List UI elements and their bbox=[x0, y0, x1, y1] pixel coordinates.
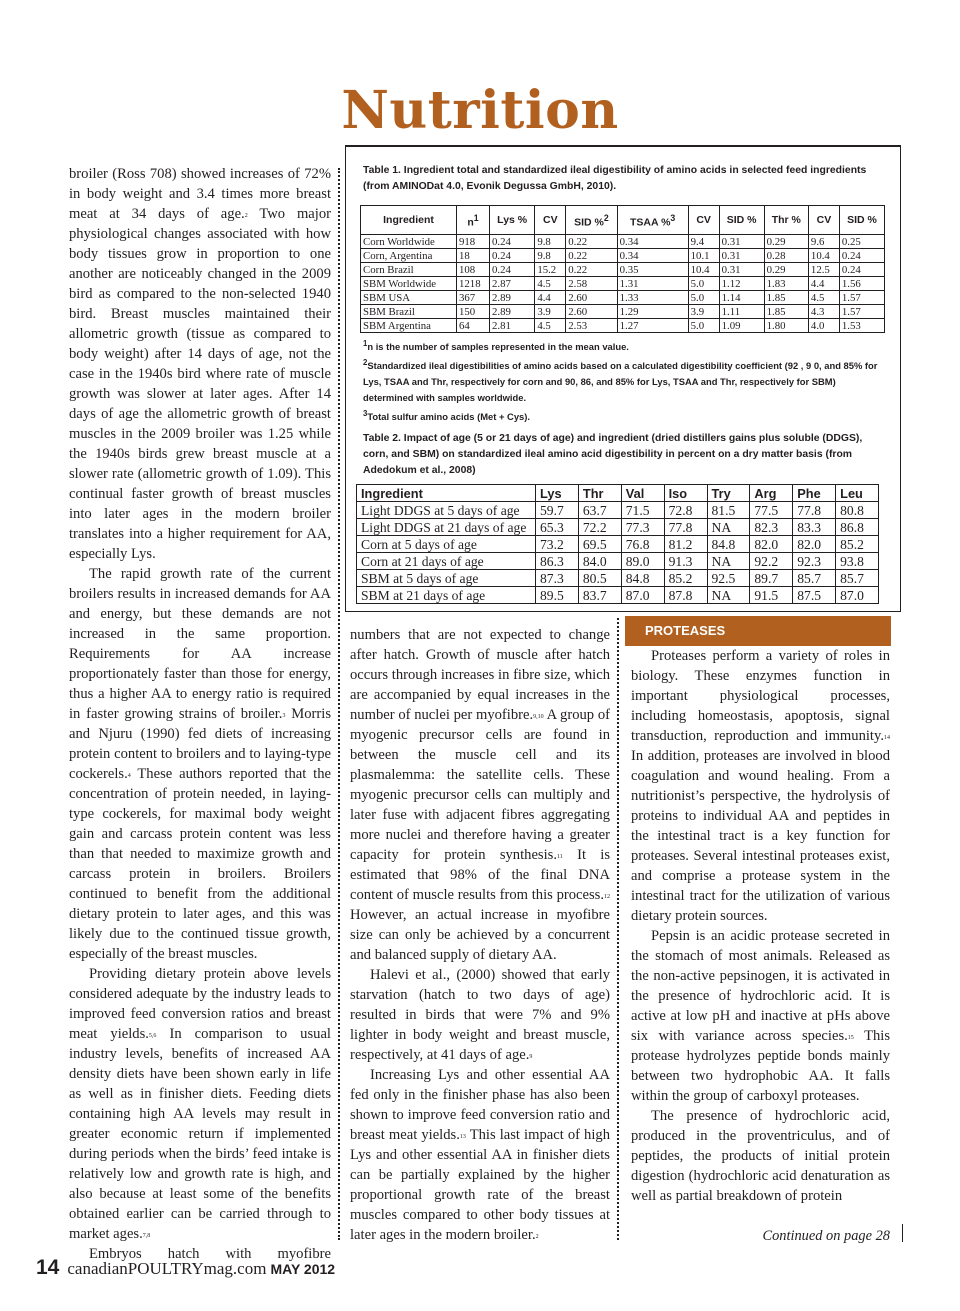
table1-footnote: $^1$n is the number of samples represented in the mean value. bbox=[363, 339, 629, 353]
col2-paragraph: Halevi et al., (2000) showed that early starvation (hatch to two days of age) resulted in birds that were 7% and 9% lighter in body weight and breast muscle, respectively, at 41 days of age.$^9$ bbox=[350, 967, 610, 1063]
col3-paragraph: Pepsin is an acidic protease secreted in the stomach of most animals. Released as the non-active pepsinogen, it is activated in the presence of hydrochloric acid. It is active at low pH and inactive at pHs above six with variance across species.$^{15}$ This protease hydrolyzes peptide bonds mainly between two hydrophobic AA. It falls within the group of carboxyl proteases. bbox=[631, 928, 891, 1104]
table1 bbox=[360, 205, 885, 333]
table1-header-cell: CV bbox=[535, 206, 566, 235]
page-footer bbox=[36, 1256, 335, 1280]
section-masthead: Nutrition bbox=[341, 80, 619, 141]
table-row: Corn Brazil 108 0.24 15.2 0.22 0.35 10.4 0.31 0.29 12.5 0.24 bbox=[361, 263, 885, 277]
table2 bbox=[356, 484, 879, 604]
col1-paragraph: Providing dietary protein above levels considered adequate by the industry leads to improved feed conversion ratios and breast meat yields.$^{5,6}$ In comparison to usual industry levels, benefits of increased AA density diets have been shown early in life as well as in finisher diets. Feeding diets containing high AA levels may result in greater economic return if implemented during periods when the birds’ feed intake is relatively low and growth rate is high, and also because at least some of the benefits obtained earlier can be carried through to market ages.$^{7,8}$ bbox=[69, 966, 331, 1242]
table1-header-cell: SID % bbox=[719, 206, 764, 235]
column-divider bbox=[338, 168, 342, 1240]
table1-header-cell: Lys % bbox=[490, 206, 535, 235]
column-divider bbox=[617, 618, 621, 1240]
table2-header-cell: Try bbox=[707, 485, 750, 502]
table-row: SBM Argentina 64 2.81 4.5 2.53 1.27 5.0 1.09 1.80 4.0 1.53 bbox=[361, 319, 885, 333]
table1-header-cell: $n^1$ bbox=[457, 206, 490, 235]
table1-header-cell: Ingredient bbox=[361, 206, 457, 235]
column-end-rule bbox=[902, 1224, 903, 1242]
col2-paragraph: Increasing Lys and other essential AA fed only in the finisher phase has also been shown to improve feed conversion ratio and breast meat yields.$^{13}$ This last impact of high Lys and other essential AA in finisher diets can be partially explained by the higher proportional growth rate of the breast muscles compared to other body tissues at later ages in the modern broiler.$^2$ bbox=[350, 1067, 611, 1243]
table2-header-cell: Lys bbox=[536, 485, 579, 502]
table-row: SBM at 5 days of age 87.3 80.5 84.8 85.2 92.5 89.7 85.7 85.7 bbox=[357, 570, 879, 587]
table1-footnote: $^2$Standardized ileal digestibilities of amino acids based on a calculated digestibility coefficient (92 , 9 0, and 85% for Lys, TSAA and Thr, respectively for corn and 90, 86, and 85% for Lys, TSAA and Thr, respectively for SBM) determined with samples worldwide. bbox=[363, 358, 878, 404]
page-number: 14 bbox=[36, 1256, 60, 1279]
col1-paragraph: broiler (Ross 708) showed increases of 72% in body weight and 3.4 times more breast meat at 34 days of age.$^2$ Two major physiological changes associated with how body tissues grow in proportion to one another are noticeably changed in the 2009 bird as compared to the non-selected 1940 bird. Breast muscles maintained their allometric growth (tissue as compared to body weight) after 14 days of age, not the case in the 1940s bird where rate of muscle growth was slower at later ages. After 14 days of age the allometric growth of breast muscles in the 2009 broiler was 1.25 while the 1940s birds grew breast muscle at a slower rate (allometric growth of 1.09). This continual faster growth of breast muscles into later ages in the modern broiler translates into a higher requirement for AA, especially Lys. bbox=[69, 166, 331, 562]
continued-note: Continued on page 28 bbox=[762, 1228, 890, 1244]
issue-date: MAY 2012 bbox=[270, 1261, 336, 1277]
table1-header-cell: CV bbox=[688, 206, 719, 235]
table-row: SBM Worldwide 1218 2.87 4.5 2.58 1.31 5.0 1.12 1.83 4.4 1.56 bbox=[361, 277, 885, 291]
table2-header-cell: Thr bbox=[578, 485, 621, 502]
table2-header-cell: Val bbox=[621, 485, 664, 502]
table2-header-cell: Phe bbox=[793, 485, 836, 502]
column-1 bbox=[69, 164, 331, 1264]
table1-footnote: $^3$Total sulfur amino acids (Met + Cys). bbox=[363, 409, 530, 423]
table1-footnotes bbox=[363, 336, 883, 425]
table2-header-cell: Arg bbox=[750, 485, 793, 502]
table2-header-row bbox=[357, 485, 879, 502]
column-3 bbox=[631, 646, 890, 1206]
table1-header-cell: TSAA %$^3$ bbox=[617, 206, 688, 235]
table1-header-cell: CV bbox=[808, 206, 839, 235]
section-heading-proteases: PROTEASES bbox=[625, 616, 891, 646]
publication-name: canadianPOULTRYmag.com bbox=[67, 1259, 267, 1278]
table1-header-cell: SID %$^2$ bbox=[566, 206, 617, 235]
col2-paragraph: numbers that are not expected to change after hatch. Growth of muscle after hatch occurs through increases in fibre size, which are accompanied by equal increases in the number of nuclei per myofibre.$^{9,10}$ A group of myogenic precursor cells are found in between the muscle cell and its plasmalemma: the satellite cells. These myogenic precursor cells can multiply and later fuse with adjacent fibres aggregating more nuclei and therefore having a greater capacity for protein synthesis.$^{11}$ It is estimated that 98% of the final DNA content of muscle results from this process.$^{12}$ However, an actual increase in myofibre size can only be achieved by a concurrent and balanced supply of dietary AA. bbox=[350, 627, 611, 963]
table2-header-cell: Leu bbox=[836, 485, 879, 502]
table-row: Light DDGS at 5 days of age 59.7 63.7 71.5 72.8 81.5 77.5 77.8 80.8 bbox=[357, 502, 879, 519]
table2-header-cell: Ingredient bbox=[357, 485, 536, 502]
column-2 bbox=[350, 625, 610, 1245]
table1-header-cell: SID % bbox=[839, 206, 884, 235]
table-row: Corn at 21 days of age 86.3 84.0 89.0 91.3 NA 92.2 92.3 93.8 bbox=[357, 553, 879, 570]
table-row: Corn Worldwide 918 0.24 9.8 0.22 0.34 9.4 0.31 0.29 9.6 0.25 bbox=[361, 235, 885, 249]
table2-header-cell: Iso bbox=[664, 485, 707, 502]
table1-caption: Table 1. Ingredient total and standardized ileal digestibility of amino acids in selected feed ingredients (from AMINODat 4.0, Evonik Degussa GmbH, 2010). bbox=[363, 165, 867, 192]
table2-caption: Table 2. Impact of age (5 or 21 days of age) and ingredient (dried distillers gains plus soluble (DDGS), corn, and SBM) on standardized ileal amino acid digestibility in percent on a dry matter basis (from Adedokum et al., 2008) bbox=[363, 433, 863, 476]
table-row: Corn at 5 days of age 73.2 69.5 76.8 81.2 84.8 82.0 82.0 85.2 bbox=[357, 536, 879, 553]
col1-paragraph: The rapid growth rate of the current broilers results in increased demands for AA and energy, but these demands are not increased in the same proportion. Requirements for AA increase proportionately faster than those for energy, thus a higher AA to energy ratio is required in faster growing strains of broiler.$^3$ Morris and Njuru (1990) fed diets of increasing protein content to broilers and to laying-type cockerels.$^4$ These authors reported that the concentration of protein needed, in laying-type cockerels, for maximal body weight gain and carcass protein content was less than that needed to maximize growth and carcass protein in broilers. Broilers continued to benefit from the additional dietary protein to later ages, and this was likely due to the continued tissue growth, especially of the breast muscles. bbox=[69, 566, 332, 962]
table1-header-row bbox=[361, 206, 885, 235]
table-row: SBM at 21 days of age 89.5 83.7 87.0 87.8 NA 91.5 87.5 87.0 bbox=[357, 587, 879, 604]
table-row: Corn, Argentina 18 0.24 9.8 0.22 0.34 10.1 0.31 0.28 10.4 0.24 bbox=[361, 249, 885, 263]
table-row: SBM Brazil 150 2.89 3.9 2.60 1.29 3.9 1.11 1.85 4.3 1.57 bbox=[361, 305, 885, 319]
table-row: SBM USA 367 2.89 4.4 2.60 1.33 5.0 1.14 1.85 4.5 1.57 bbox=[361, 291, 885, 305]
col3-paragraph: Proteases perform a variety of roles in biology. These enzymes function in important physiological processes, including homeostasis, apoptosis, signal transduction, reproduction and immunity.$^{14}$ In addition, proteases are involved in blood coagulation and wound healing. From a nutritionist’s perspective, the hydrolysis of proteins to individual AA and peptides in the intestinal tract is a key function for proteases. Several intestinal proteases exist, and comprise a protease system in the intestinal tract for the utilization of various dietary protein sources. bbox=[631, 648, 890, 924]
table1-header-cell: Thr % bbox=[764, 206, 808, 235]
table-row: Light DDGS at 21 days of age 65.3 72.2 77.3 77.8 NA 82.3 83.3 86.8 bbox=[357, 519, 879, 536]
col1-paragraph: Embryos hatch with myofibre bbox=[89, 1246, 331, 1262]
col3-paragraph: The presence of hydrochloric acid, produced in the proventriculus, and of peptides, the products of initial protein digestion (hydrochloric acid denaturation as well as partial breakdown of protein bbox=[631, 1108, 890, 1204]
